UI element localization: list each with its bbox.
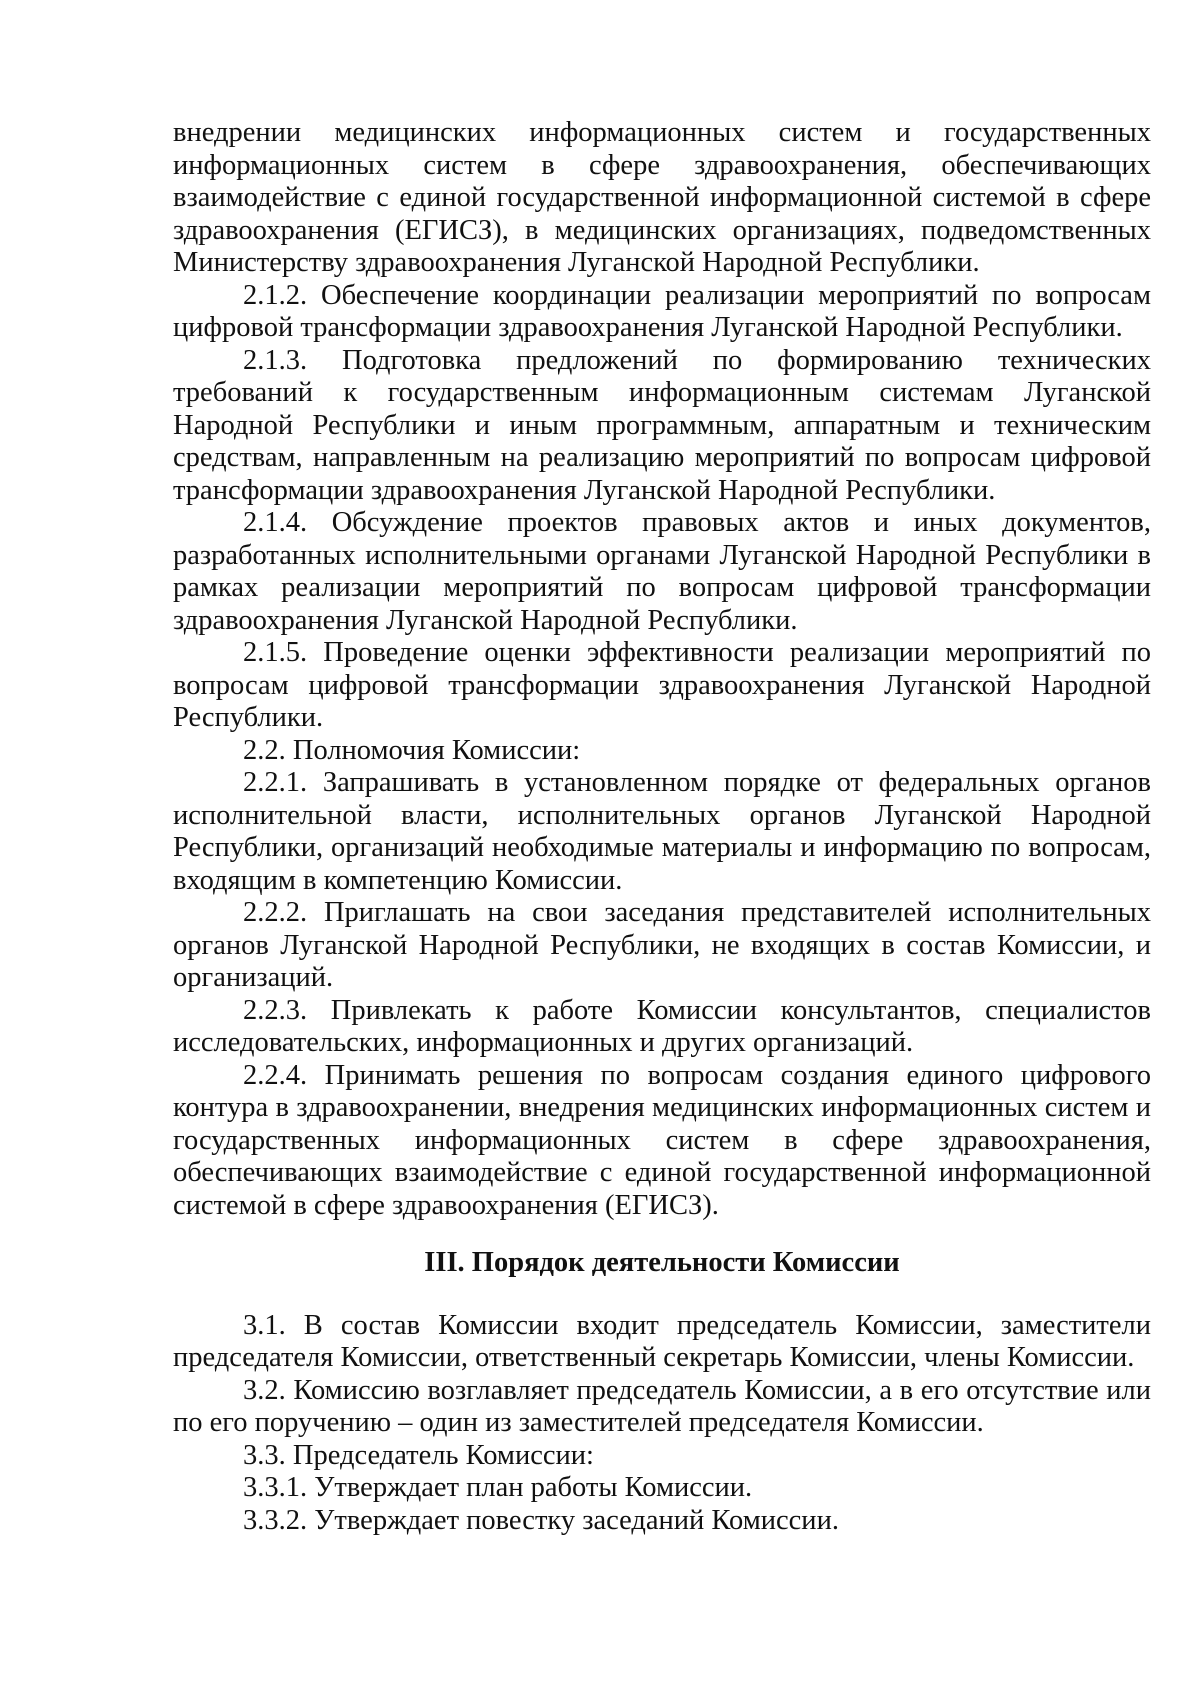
paragraph-2-2-4: 2.2.4. Принимать решения по вопросам создания единого цифрового контура в здравоохранении, внедрения медицинских информационных систем и государственных информационных систем в сфере здравоохранения, обеспечивающих взаимодействие с единой государственной информационной системой в сфере здравоохранения (ЕГИСЗ). (173, 1059, 1151, 1221)
paragraph-3-2: 3.2. Комиссию возглавляет председатель Комиссии, а в его отсутствие или по его поручению – один из заместителей председателя Комиссии. (173, 1374, 1151, 1438)
paragraph-3-3-1: 3.3.1. Утверждает план работы Комиссии. (243, 1472, 753, 1503)
paragraph-2-2-3: 2.2.3. Привлекать к работе Комиссии консультантов, специалистов исследовательских, информационных и других организаций. (173, 994, 1151, 1058)
paragraph-2-1-3: 2.1.3. Подготовка предложений по формированию технических требований к государственным информационным системам Луганской Народной Республики и иным программным, аппаратным и техническим средствам, направленным на реализацию мероприятий по вопросам цифровой трансформации здравоохранения Луганской Народной Республики. (173, 344, 1151, 506)
paragraph-3-3-2: 3.3.2. Утверждает повестку заседаний Комиссии. (243, 1504, 839, 1536)
paragraph-2-2: 2.2. Полномочия Комиссии: (243, 734, 581, 766)
document-body (173, 117, 1151, 1537)
paragraph-2-1-4: 2.1.4. Обсуждение проектов правовых актов и иных документов, разработанных исполнительными органами Луганской Народной Республики в рамках реализации мероприятий по вопросам цифровой трансформации здравоохранения Луганской Народной Республики. (173, 507, 1151, 636)
paragraph-3-3: 3.3. Председатель Комиссии: (243, 1439, 594, 1471)
paragraph-2-1-2: 2.1.2. Обеспечение координации реализации мероприятий по вопросам цифровой трансформации здравоохранения Луганской Народной Республики. (173, 279, 1151, 343)
paragraph-2-2-1: 2.2.1. Запрашивать в установленном порядке от федеральных органов исполнительной власти, исполнительных органов Луганской Народной Республики, организаций необходимые материалы и информацию по вопросам, входящим в компетенцию Комиссии. (173, 767, 1151, 896)
paragraph-continuation: внедрении медицинских информационных систем и государственных информационных систем в сфере здравоохранения, обеспечивающих взаимодействие с единой государственной информационной системой в сфере здравоохранения (ЕГИСЗ), в медицинских организациях, подведомственных Министерству здравоохранения Луганской Народной Республики. (173, 117, 1151, 278)
paragraph-3-1: 3.1. В состав Комиссии входит председатель Комиссии, заместители председателя Комиссии, ответственный секретарь Комиссии, члены Комиссии. (173, 1309, 1151, 1373)
section-heading: III. Порядок деятельности Комиссии (424, 1247, 900, 1278)
paragraph-2-2-2: 2.2.2. Приглашать на свои заседания представителей исполнительных органов Луганской Народной Республики, не входящих в состав Комиссии, и организаций. (173, 897, 1151, 993)
paragraph-2-1-5: 2.1.5. Проведение оценки эффективности реализации мероприятий по вопросам цифровой трансформации здравоохранения Луганской Народной Республики. (173, 637, 1151, 733)
